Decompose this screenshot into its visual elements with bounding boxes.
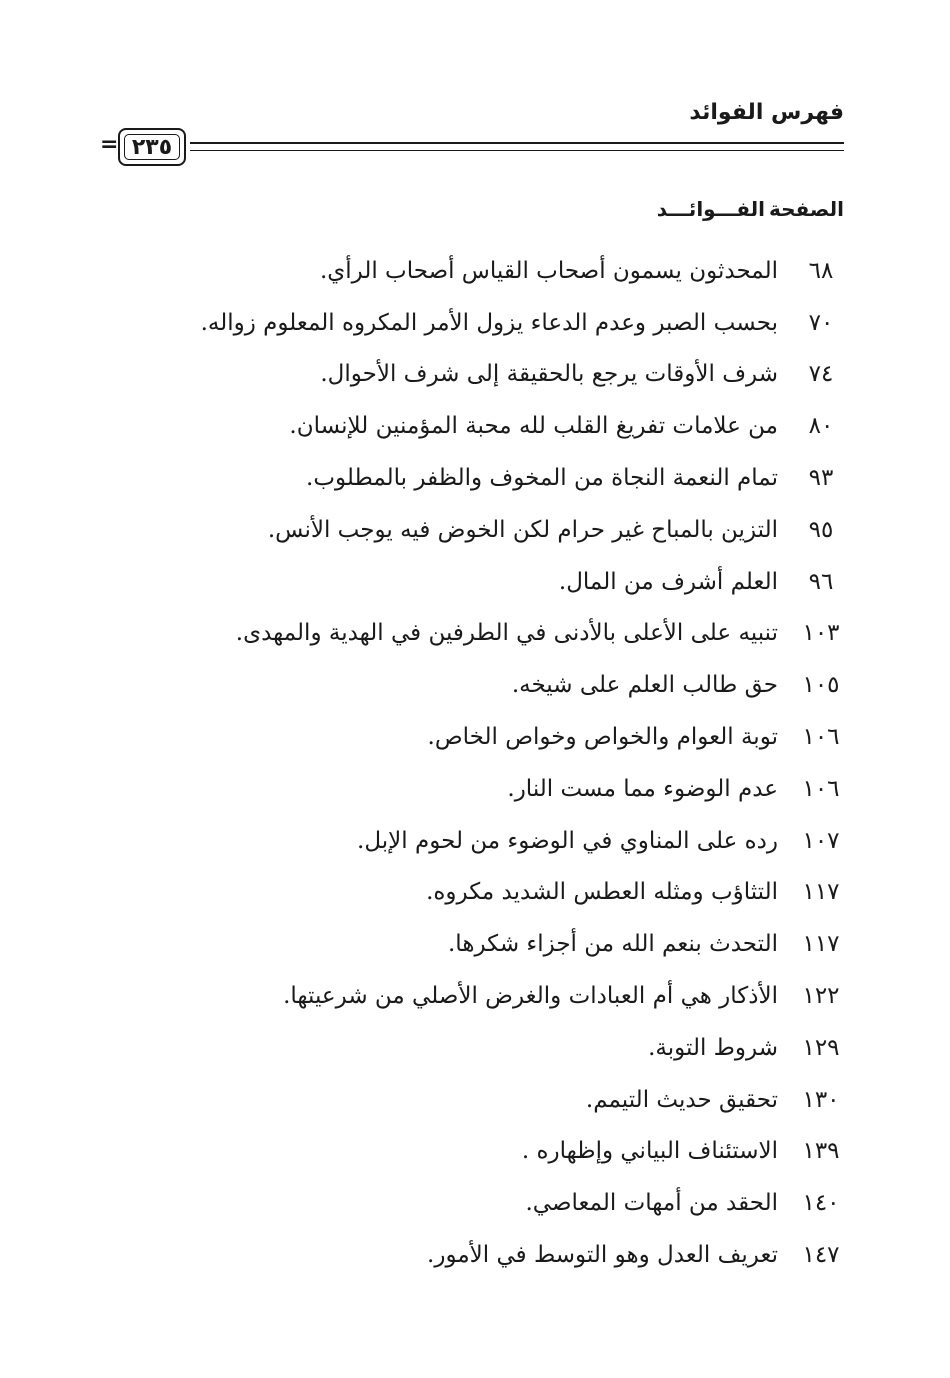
entry-page-number: ٨٠ (808, 413, 834, 440)
index-entry (90, 815, 850, 867)
page-number (118, 128, 186, 166)
entry-text: رده على المناوي في الوضوء من لحوم الإبل. (357, 827, 778, 854)
index-entry (90, 867, 850, 919)
entry-text: حق طالب العلم على شيخه. (511, 672, 778, 699)
entry-page-number: ١٣٠ (802, 1086, 840, 1113)
entry-text: الأذكار هي أم العبادات والغرض الأصلي من شرعيتها. (283, 983, 778, 1010)
entry-page-number: ١٤٠ (802, 1190, 840, 1217)
entry-page-number: ٧٤ (808, 361, 834, 388)
index-list (90, 245, 850, 1281)
entry-text: بحسب الصبر وعدم الدعاء يزول الأمر المكروه المعلوم زواله. (200, 309, 778, 336)
entry-text: تحقيق حديث التيمم. (585, 1086, 778, 1113)
entry-text: من علامات تفريغ القلب لله محبة المؤمنين للإنسان. (289, 413, 778, 440)
index-entry (90, 1074, 850, 1126)
entry-page-number: ١٢٢ (802, 983, 840, 1010)
index-entry (90, 400, 850, 452)
header-rule (190, 142, 844, 144)
entry-page-number: ١٠٦ (802, 724, 840, 751)
entry-page-number: ٩٥ (808, 516, 834, 543)
benefits-column-label: الفـــوائـــد (656, 197, 765, 221)
entry-page-number: ٧٠ (808, 309, 834, 336)
entry-text: التزين بالمباح غير حرام لكن الخوض فيه يوجب الأنس. (267, 516, 778, 543)
index-entry (90, 608, 850, 660)
index-entry (90, 659, 850, 711)
index-entry (90, 452, 850, 504)
index-entry (90, 1022, 850, 1074)
entry-page-number: ١٠٣ (802, 620, 840, 647)
index-entry (90, 711, 850, 763)
entry-page-number: ١١٧ (802, 879, 840, 906)
entry-text: تعريف العدل وهو التوسط في الأمور. (427, 1242, 778, 1269)
page-column-label: الصفحة (768, 197, 844, 221)
entry-page-number: ٩٦ (808, 568, 834, 595)
column-heading (657, 197, 844, 221)
entry-page-number: ١٠٥ (802, 672, 840, 699)
entry-page-number: ١٠٦ (802, 775, 840, 802)
header-rule-thin (190, 150, 844, 151)
page-number-value: ٢٣٥ (131, 134, 173, 160)
entry-text: الاستئناف البياني وإظهاره . (521, 1138, 778, 1165)
entry-text: تمام النعمة النجاة من المخوف والظفر بالمطلوب. (306, 465, 778, 492)
entry-text: التثاؤب ومثله العطس الشديد مكروه. (426, 879, 778, 906)
entry-page-number: ٩٣ (808, 465, 834, 492)
entry-text: التحدث بنعم الله من أجزاء شكرها. (448, 931, 778, 958)
entry-page-number: ١١٧ (802, 931, 840, 958)
index-entry (90, 245, 850, 297)
entry-page-number: ١٣٩ (802, 1138, 840, 1165)
entry-text: عدم الوضوء مما مست النار. (507, 775, 778, 802)
running-title: فهرس الفوائد (689, 100, 844, 125)
entry-text: توبة العوام والخواص وخواص الخاص. (427, 724, 778, 751)
entry-text: المحدثون يسمون أصحاب القياس أصحاب الرأي. (319, 257, 778, 284)
page-number-ornament: = (100, 132, 119, 157)
index-entry (90, 556, 850, 608)
index-entry (90, 1177, 850, 1229)
entry-page-number: ١٠٧ (802, 827, 840, 854)
entry-page-number: ١٤٧ (802, 1242, 840, 1269)
entry-text: تنبيه على الأعلى بالأدنى في الطرفين في الهدية والمهدى. (235, 620, 778, 647)
entry-page-number: ١٢٩ (802, 1034, 840, 1061)
index-entry (90, 1229, 850, 1281)
index-entry (90, 763, 850, 815)
entry-page-number: ٦٨ (808, 257, 834, 284)
entry-text: شروط التوبة. (648, 1034, 778, 1061)
index-entry (90, 297, 850, 349)
entry-text: شرف الأوقات يرجع بالحقيقة إلى شرف الأحوال. (320, 361, 778, 388)
index-entry (90, 349, 850, 401)
index-entry (90, 970, 850, 1022)
index-entry (90, 918, 850, 970)
entry-text: العلم أشرف من المال. (558, 568, 778, 595)
index-entry (90, 504, 850, 556)
index-entry (90, 1126, 850, 1178)
entry-text: الحقد من أمهات المعاصي. (525, 1190, 778, 1217)
